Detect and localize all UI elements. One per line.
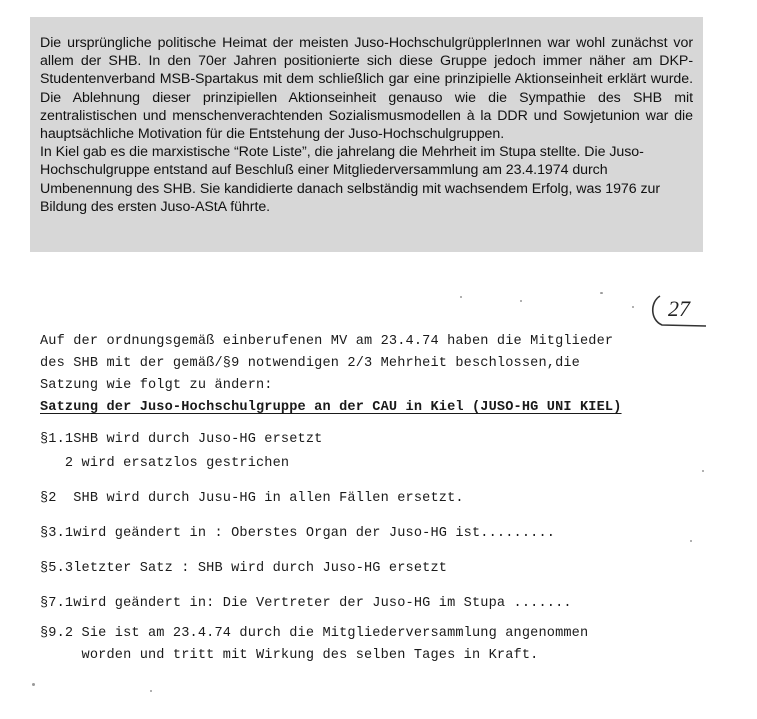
amendment-5: §5.3letzter Satz : SHB wird durch Juso-HG ersetzt [40,561,448,576]
scan-speck [150,690,152,692]
intro-paragraph-1: Die ursprüngliche politische Heimat der meisten Juso-HochschulgrüpplerInnen war wohl zunächst vor allem der SHB. In den 70er Jahren positionierte sich diese Gruppe jedoch immer näher am DKP-Studentenverband MSB-Spartakus mit dem schließlich gar eine prinzipielle Aktionseinheit erklärt wurde. Die Ablehnung dieser prinzipiellen Aktionseinheit genauso wie die Sympathie des SHB mit zentralistischen und menschenverachtenden Sozialismusmodellen à la DDR und Sowjetunion war die hauptsächliche Motivation für die Entstehung der Juso-Hochschulgruppen. [40,35,693,143]
typed-line-2: des SHB mit der gemäß/§9 notwendigen 2/3 Mehrheit beschlossen,die [40,356,580,371]
scan-speck [520,300,522,302]
typed-line-3: Satzung wie folgt zu ändern: [40,378,273,393]
statute-heading: Satzung der Juso-Hochschulgruppe an der CAU in Kiel (JUSO-HG UNI KIEL) [40,400,622,415]
amendment-9-line-1: §9.2 Sie ist am 23.4.74 durch die Mitgliederversammlung angenommen [40,626,589,641]
intro-paragraph-2: In Kiel gab es die marxistische “Rote Liste”, die jahrelang die Mehrheit im Stupa stellte. Die Juso-Hochschulgruppe entstand auf Beschluß einer Mitgliederversammlung am 23.4.1974 durch Umbenennung des SHB. Sie kandidierte danach selbständig mit wachsendem Erfolg, was 1976 zur Bildung des ersten Juso-AStA führte. [40,144,661,215]
scan-speck [600,292,603,294]
amendment-1-2: 2 wird ersatzlos gestrichen [40,456,290,471]
amendment-1-1: §1.1SHB wird durch Juso-HG ersetzt [40,432,323,447]
scan-speck [460,296,462,298]
amendment-9-line-2: worden und tritt mit Wirkung des selben Tages in Kraft. [40,648,539,663]
handwritten-page-number [646,292,708,328]
scan-speck [632,306,634,308]
amendment-2: §2 SHB wird durch Jusu-HG in allen Fällen ersetzt. [40,491,464,506]
typed-line-1: Auf der ordnungsgemäß einberufenen MV am 23.4.74 haben die Mitglieder [40,334,614,349]
page-number-text: 27 [668,296,690,321]
scan-speck [702,470,704,472]
amendment-7: §7.1wird geändert in: Die Vertreter der Juso-HG im Stupa ....... [40,596,572,611]
intro-text-box [30,17,703,252]
amendment-3: §3.1wird geändert in : Oberstes Organ der Juso-HG ist......... [40,526,556,541]
scan-speck [690,540,692,542]
scan-speck [32,683,35,686]
